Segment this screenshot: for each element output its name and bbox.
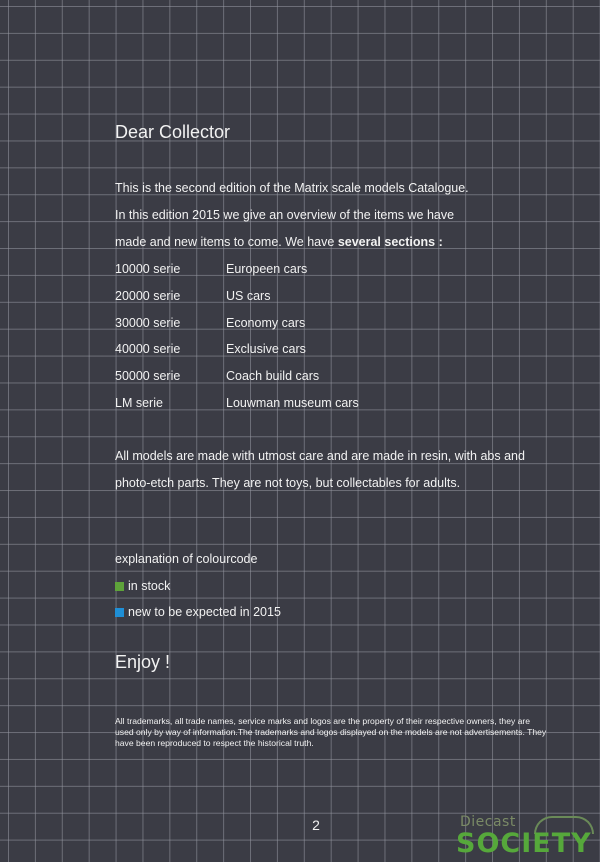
section-code: 10000 serie — [115, 262, 181, 276]
section-row — [115, 283, 415, 310]
section-description: Coach build cars — [226, 369, 320, 384]
intro-line-3: made and new items to come. — [115, 234, 286, 249]
legend-label: new to be expected in 2015 — [128, 605, 281, 619]
section-description: Exclusive cars — [226, 342, 306, 357]
section-row — [115, 336, 415, 363]
page-number: 2 — [312, 817, 320, 833]
section-row — [115, 363, 415, 390]
models-paragraph: All models are made with utmost care and are made in resin, with abs and photo-etch parts. They are not toys, but collectables for adults. — [115, 449, 525, 490]
greeting-heading: Dear Collector — [115, 122, 231, 142]
legend-title: explanation of colourcode — [115, 552, 258, 566]
section-description: Economy cars — [226, 315, 306, 330]
section-code: 50000 serie — [115, 369, 181, 384]
section-description: Europeen cars — [226, 262, 308, 276]
intro-line-2: In this edition 2015 we give an overview of the items we have — [115, 207, 455, 222]
section-code: 20000 serie — [115, 288, 181, 303]
intro-several-sections: several sections : — [337, 234, 443, 249]
section-description: US cars — [226, 288, 271, 303]
intro-we-have: We have — [285, 234, 338, 249]
sections-list — [115, 256, 415, 417]
blue-swatch-icon — [115, 608, 124, 617]
legend-label: in stock — [128, 578, 171, 593]
legend-item-new — [115, 599, 281, 626]
intro-line-1: This is the second edition of the Matrix scale models Catalogue. — [115, 181, 469, 195]
watermark-bottom-text: SOCIETY — [456, 828, 592, 859]
diecast-society-watermark — [456, 812, 596, 860]
section-row — [115, 256, 415, 283]
section-code: 40000 serie — [115, 342, 181, 357]
section-code: LM serie — [115, 395, 163, 410]
legend-item-in-stock — [115, 573, 281, 600]
section-row — [115, 310, 415, 337]
watermark-top-text: Diecast — [460, 814, 516, 830]
section-code: 30000 serie — [115, 315, 181, 330]
closing-heading: Enjoy ! — [115, 652, 171, 672]
trademark-disclaimer: All trademarks, all trade names, service marks and logos are the property of their respective owners, they are used only by way of information.The trademarks and logos displayed on the models are not advertisements. They have been reproduced to respect the historical truth. — [115, 716, 547, 748]
intro-paragraph — [115, 175, 555, 255]
green-swatch-icon — [115, 582, 124, 591]
section-row — [115, 390, 415, 417]
colour-legend — [115, 546, 281, 626]
section-description: Louwman museum cars — [226, 395, 359, 410]
